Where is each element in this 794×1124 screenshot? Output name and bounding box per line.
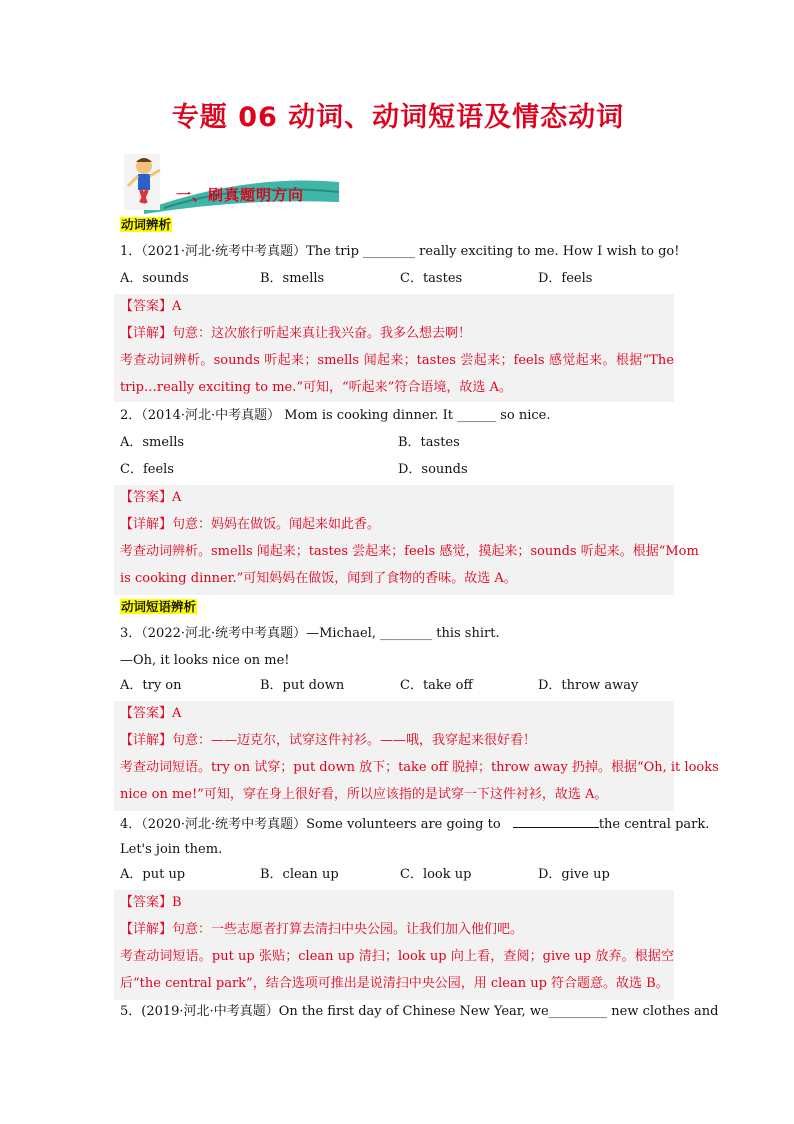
option-a: A．try on <box>120 678 182 693</box>
question-4-stem-end: the central park. <box>598 817 710 832</box>
question-4-stem <box>120 814 709 832</box>
analysis-3-line1: 考查动词短语。try on 试穿；put down 放下；take off 脱掉；throw away 扔掉。根据“Oh, it looks <box>120 760 719 775</box>
option-b: B．smells <box>260 271 325 286</box>
answer-blank <box>513 814 599 828</box>
option-a: A．smells <box>120 435 185 450</box>
section-heading-phrase <box>120 598 197 616</box>
section-heading-label: 动词短语辨析 <box>121 599 197 614</box>
option-a: A．sounds <box>120 271 189 286</box>
section-heading-label: 动词辨析 <box>121 217 172 232</box>
analysis-2-line1: 考查动词辨析。smells 闻起来；tastes 尝起来；feels 感觉，摸起来；sounds 听起来。根据“Mom <box>120 544 699 559</box>
section-heading-verb <box>120 216 172 234</box>
question-1-options <box>120 270 676 288</box>
analysis-1-line2: trip…really exciting to me.”可知，“听起来”符合语境，故选 A。 <box>120 380 512 395</box>
option-d: D．sounds <box>398 462 468 477</box>
section-banner <box>124 152 344 214</box>
option-a: A．put up <box>120 867 186 882</box>
answer-1: 【答案】A <box>120 299 182 314</box>
detail-4: 【详解】句意：一些志愿者打算去清扫中央公园。让我们加入他们吧。 <box>120 922 524 937</box>
option-b: B．put down <box>260 678 345 693</box>
question-3-stem: 3．（2022·河北·统考中考真题）—Michael, ________ this shirt. <box>120 626 500 641</box>
option-b: B．clean up <box>260 867 339 882</box>
analysis-2-line2: is cooking dinner.”可知妈妈在做饭，闻到了食物的香味。故选 A。 <box>120 571 517 586</box>
analysis-4-line2: 后“the central park”，结合选项可推出是说清扫中央公园，用 clean up 符合题意。故选 B。 <box>120 976 669 991</box>
option-d: D．give up <box>538 867 610 882</box>
question-3-options <box>120 677 676 695</box>
option-d: D．feels <box>538 271 593 286</box>
option-c: C．take off <box>400 678 473 693</box>
question-1-stem: 1．（2021·河北·统考中考真题）The trip ________ really exciting to me. How I wish to go! <box>120 244 680 259</box>
answer-3: 【答案】A <box>120 706 182 721</box>
analysis-1-line1: 考查动词辨析。sounds 听起来；smells 闻起来；tastes 尝起来；feels 感觉起来。根据“The <box>120 353 674 368</box>
question-3-stem-line2: —Oh, it looks nice on me! <box>120 653 290 668</box>
question-2-options-row1 <box>120 434 676 452</box>
option-c: C．look up <box>400 867 472 882</box>
page-title: 专题 06 动词、动词短语及情态动词 <box>171 102 625 133</box>
detail-1: 【详解】句意：这次旅行听起来真让我兴奋。我多么想去啊！ <box>120 326 472 341</box>
question-4-stem-line2: Let's join them. <box>120 842 223 857</box>
question-5-stem: 5．(2019·河北·中考真题）On the first day of Chinese New Year, we_________ new clothes and <box>120 1004 719 1019</box>
detail-3: 【详解】句意：——迈克尔，试穿这件衬衫。——哦，我穿起来很好看！ <box>120 733 537 748</box>
answer-2: 【答案】A <box>120 490 182 505</box>
question-4-options <box>120 866 676 884</box>
question-2-options-row2 <box>120 461 676 479</box>
option-c: C．feels <box>120 462 174 477</box>
banner-label: 一、刷真题明方向 <box>176 186 305 204</box>
analysis-3-line2: nice on me!”可知，穿在身上很好看，所以应该指的是试穿一下这件衬衫，故选 A。 <box>120 787 608 802</box>
option-d: D．throw away <box>538 678 639 693</box>
option-c: C．tastes <box>400 271 463 286</box>
option-b: B．tastes <box>398 435 460 450</box>
question-2-stem: 2．（2014·河北·中考真题） Mom is cooking dinner. It ______ so nice. <box>120 408 551 423</box>
analysis-4-line1: 考查动词短语。put up 张贴；clean up 清扫；look up 向上看，查阅；give up 放弃。根据空 <box>120 949 674 964</box>
detail-2: 【详解】句意：妈妈在做饭。闻起来如此香。 <box>120 517 381 532</box>
answer-4: 【答案】B <box>120 895 182 910</box>
question-4-stem-start: 4．（2020·河北·统考中考真题）Some volunteers are going to <box>120 817 501 832</box>
